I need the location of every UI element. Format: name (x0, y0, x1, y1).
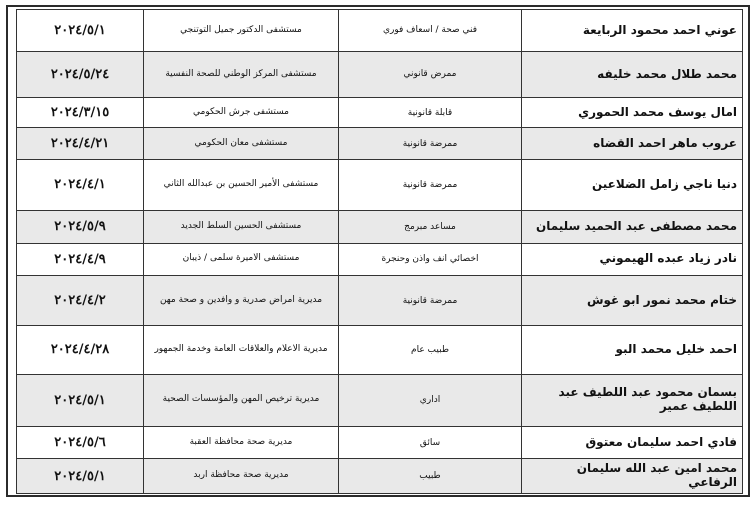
table-row (17, 426, 743, 458)
date-cell: ٢٠٢٤/٣/١٥ (17, 97, 144, 127)
name-cell: بسمان محمود عبد اللطيف عبد اللطيف عمير (522, 374, 743, 426)
table-row (17, 51, 743, 97)
date-cell: ٢٠٢٤/٤/١ (17, 159, 144, 210)
name-cell: امال يوسف محمد الحموري (522, 97, 743, 127)
table-row (17, 326, 743, 374)
job-title-cell: ممرضة قانونية (339, 128, 522, 159)
table-row (17, 276, 743, 326)
name-cell: دنيا ناجي زامل الضلاعين (522, 159, 743, 210)
date-cell: ٢٠٢٤/٤/٩ (17, 243, 144, 275)
table-row (17, 159, 743, 210)
job-title-cell: ممرضة قانونية (339, 276, 522, 326)
job-title-cell: اخصائي انف واذن وحنجرة (339, 243, 522, 275)
job-title-cell: ممرض قانوني (339, 51, 522, 97)
workplace-cell: مستشفى المركز الوطني للصحة النفسية (144, 51, 339, 97)
workplace-cell: مديرية امراض صدرية و وافدين و صحة مهن (144, 276, 339, 326)
workplace-cell: مديرية صحة محافظة العقبة (144, 426, 339, 458)
date-cell: ٢٠٢٤/٥/٩ (17, 211, 144, 243)
name-cell: فادي احمد سليمان معتوق (522, 426, 743, 458)
name-cell: ختام محمد نمور ابو غوش (522, 276, 743, 326)
table-row (17, 128, 743, 159)
job-title-cell: قابلة قانونية (339, 97, 522, 127)
date-cell: ٢٠٢٤/٤/٢ (17, 276, 144, 326)
table-row (17, 374, 743, 426)
name-cell: محمد امين عبد الله سليمان الرفاعي (522, 459, 743, 494)
name-cell: محمد مصطفى عبد الحميد سليمان (522, 211, 743, 243)
workplace-cell: مستشفى معان الحكومي (144, 128, 339, 159)
workplace-cell: مديرية الاعلام والعلاقات العامة وخدمة الجمهور (144, 326, 339, 374)
workplace-cell: مستشفى جرش الحكومي (144, 97, 339, 127)
workplace-cell: مستشفى الحسين السلط الجديد (144, 211, 339, 243)
job-title-cell: طبيب عام (339, 326, 522, 374)
workplace-cell: مديرية صحة محافظة اربد (144, 459, 339, 494)
date-cell: ٢٠٢٤/٥/٢٤ (17, 51, 144, 97)
workplace-cell: مستشفى الأمير الحسين بن عبدالله الثاني (144, 159, 339, 210)
table-row (17, 97, 743, 127)
document-frame (6, 5, 750, 497)
name-cell: احمد خليل محمد البو (522, 326, 743, 374)
job-title-cell: ممرضة قانونية (339, 159, 522, 210)
name-cell: محمد طلال محمد خليفه (522, 51, 743, 97)
name-cell: عوني احمد محمود الربايعة (522, 10, 743, 52)
date-cell: ٢٠٢٤/٥/١ (17, 459, 144, 494)
table-row (17, 459, 743, 494)
table-row (17, 10, 743, 52)
table-row (17, 211, 743, 243)
date-cell: ٢٠٢٤/٤/٢١ (17, 128, 144, 159)
job-title-cell: اداري (339, 374, 522, 426)
job-title-cell: سائق (339, 426, 522, 458)
job-title-cell: مساعد مبرمج (339, 211, 522, 243)
date-cell: ٢٠٢٤/٥/١ (17, 374, 144, 426)
date-cell: ٢٠٢٤/٤/٢٨ (17, 326, 144, 374)
workplace-cell: مديرية ترخيص المهن والمؤسسات الصحية (144, 374, 339, 426)
workplace-cell: مستشفى الدكتور جميل التوتنجي (144, 10, 339, 52)
name-cell: عروب ماهر احمد القضاه (522, 128, 743, 159)
workplace-cell: مستشفى الاميرة سلمى / ذيبان (144, 243, 339, 275)
date-cell: ٢٠٢٤/٥/٦ (17, 426, 144, 458)
job-title-cell: طبيب (339, 459, 522, 494)
date-cell: ٢٠٢٤/٥/١ (17, 10, 144, 52)
name-cell: نادر زياد عبده الهيموني (522, 243, 743, 275)
job-title-cell: فني صحة / اسعاف فوري (339, 10, 522, 52)
staff-table (16, 9, 743, 494)
table-row (17, 243, 743, 275)
